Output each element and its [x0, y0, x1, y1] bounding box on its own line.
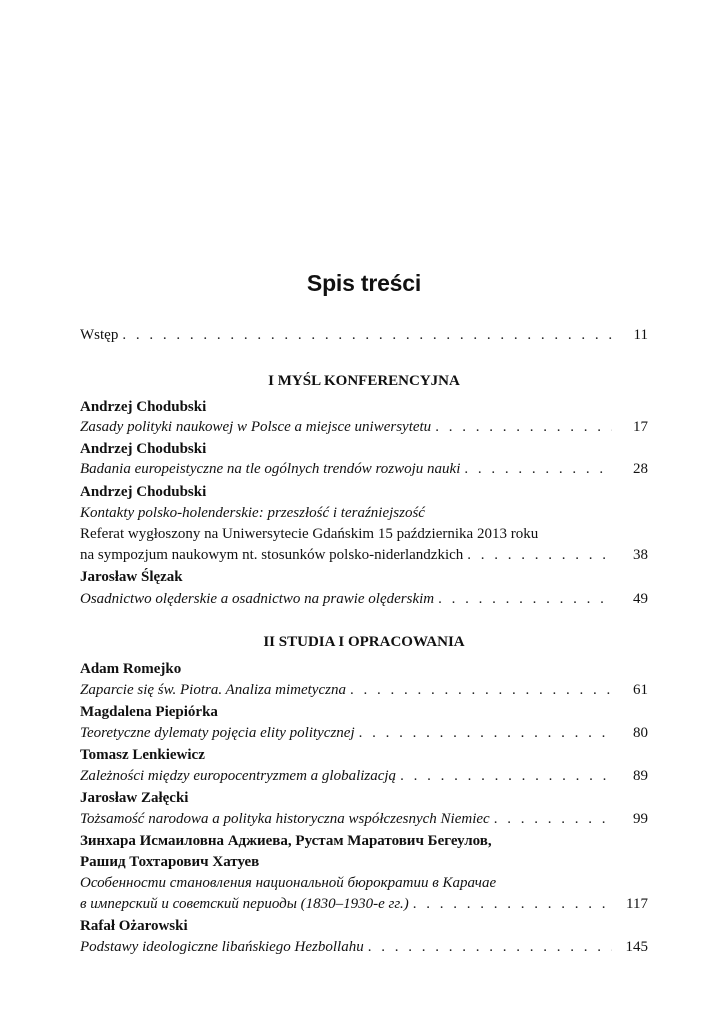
- page-title: Spis treści: [306, 270, 422, 296]
- entry-title[interactable]: Особенности становления национальной бюрократии в Карачае: [80, 875, 497, 891]
- toc-entry[interactable]: [80, 589, 648, 609]
- entry-note: Referat wygłoszony na Uniwersytecie Gdańskim 15 października 2013 roku: [80, 526, 539, 542]
- page-number: 80: [633, 725, 648, 741]
- dot-leader: [494, 809, 612, 829]
- section-heading: I MYŚL KONFERENCYJNA: [268, 373, 460, 389]
- dot-leader: [435, 417, 612, 437]
- entry-title: Teoretyczne dylematy pojęcia elity politycznej: [80, 725, 355, 741]
- page-number: 17: [633, 419, 648, 435]
- toc-entry[interactable]: [80, 766, 648, 786]
- page-number: 99: [633, 811, 648, 827]
- dot-leader: [368, 937, 612, 957]
- toc-entry[interactable]: [80, 417, 648, 437]
- dot-leader: [413, 894, 612, 914]
- toc-entry[interactable]: [80, 545, 648, 565]
- entry-author: Adam Romejko: [80, 661, 182, 677]
- entry-label: Wstęp: [80, 327, 119, 343]
- entry-note: na sympozjum naukowym nt. stosunków polsko-niderlandzkich: [80, 547, 464, 563]
- entry-author: Tomasz Lenkiewicz: [80, 747, 205, 763]
- dot-leader: [464, 459, 612, 479]
- dot-leader: [467, 545, 612, 565]
- entry-title: в имперский и советский периоды (1830–1930-е гг.): [80, 896, 409, 912]
- toc-entry[interactable]: [80, 459, 648, 479]
- dot-leader: [122, 325, 612, 345]
- page-number: 117: [626, 896, 648, 912]
- entry-author: Andrzej Chodubski: [80, 484, 207, 500]
- entry-author: Rafał Ożarowski: [80, 918, 188, 934]
- entry-author: Jarosław Załęcki: [80, 790, 189, 806]
- toc-entry-intro[interactable]: [80, 325, 648, 345]
- toc-entry[interactable]: [80, 723, 648, 743]
- dot-leader: [359, 723, 612, 743]
- entry-title: Osadnictwo olęderskie a osadnictwo na prawie olęderskim: [80, 591, 435, 607]
- entry-title: Podstawy ideologiczne libańskiego Hezbollahu: [80, 939, 364, 955]
- entry-author: Magdalena Piepiórka: [80, 704, 218, 720]
- page-number: 145: [625, 939, 648, 955]
- page-number: 11: [633, 327, 648, 343]
- entry-title: Tożsamość narodowa a polityka historyczna współczesnych Niemiec: [80, 811, 490, 827]
- toc-entry[interactable]: [80, 809, 648, 829]
- page-number: 38: [633, 547, 648, 563]
- dot-leader: [350, 680, 612, 700]
- entry-author: Jarosław Ślęzak: [80, 569, 183, 585]
- entry-title: Badania europeistyczne na tle ogólnych trendów rozwoju nauki: [80, 461, 461, 477]
- toc-entry[interactable]: [80, 894, 648, 914]
- entry-title: Zasady polityki naukowej w Polsce a miejsce uniwersytetu: [80, 419, 432, 435]
- page-number: 61: [633, 682, 648, 698]
- page-number: 49: [633, 591, 648, 607]
- entry-author: Andrzej Chodubski: [80, 399, 207, 415]
- page-number: 28: [633, 461, 648, 477]
- section-heading: II STUDIA I OPRACOWANIA: [263, 634, 465, 650]
- entry-title[interactable]: Kontakty polsko-holenderskie: przeszłość i teraźniejszość: [80, 505, 425, 521]
- toc-entry[interactable]: [80, 937, 648, 957]
- page-number: 89: [633, 768, 648, 784]
- entry-title: Zaparcie się św. Piotra. Analiza mimetyczna: [80, 682, 346, 698]
- entry-title: Zależności między europocentryzmem a globalizacją: [80, 768, 397, 784]
- toc-entry[interactable]: [80, 680, 648, 700]
- dot-leader: [400, 766, 612, 786]
- entry-author: Andrzej Chodubski: [80, 441, 207, 457]
- entry-author: Рашид Тохтарович Хатуев: [80, 854, 260, 870]
- entry-author: Зинхара Исмаиловна Аджиева, Рустам Маратович Бегеулов,: [80, 833, 492, 849]
- dot-leader: [438, 589, 612, 609]
